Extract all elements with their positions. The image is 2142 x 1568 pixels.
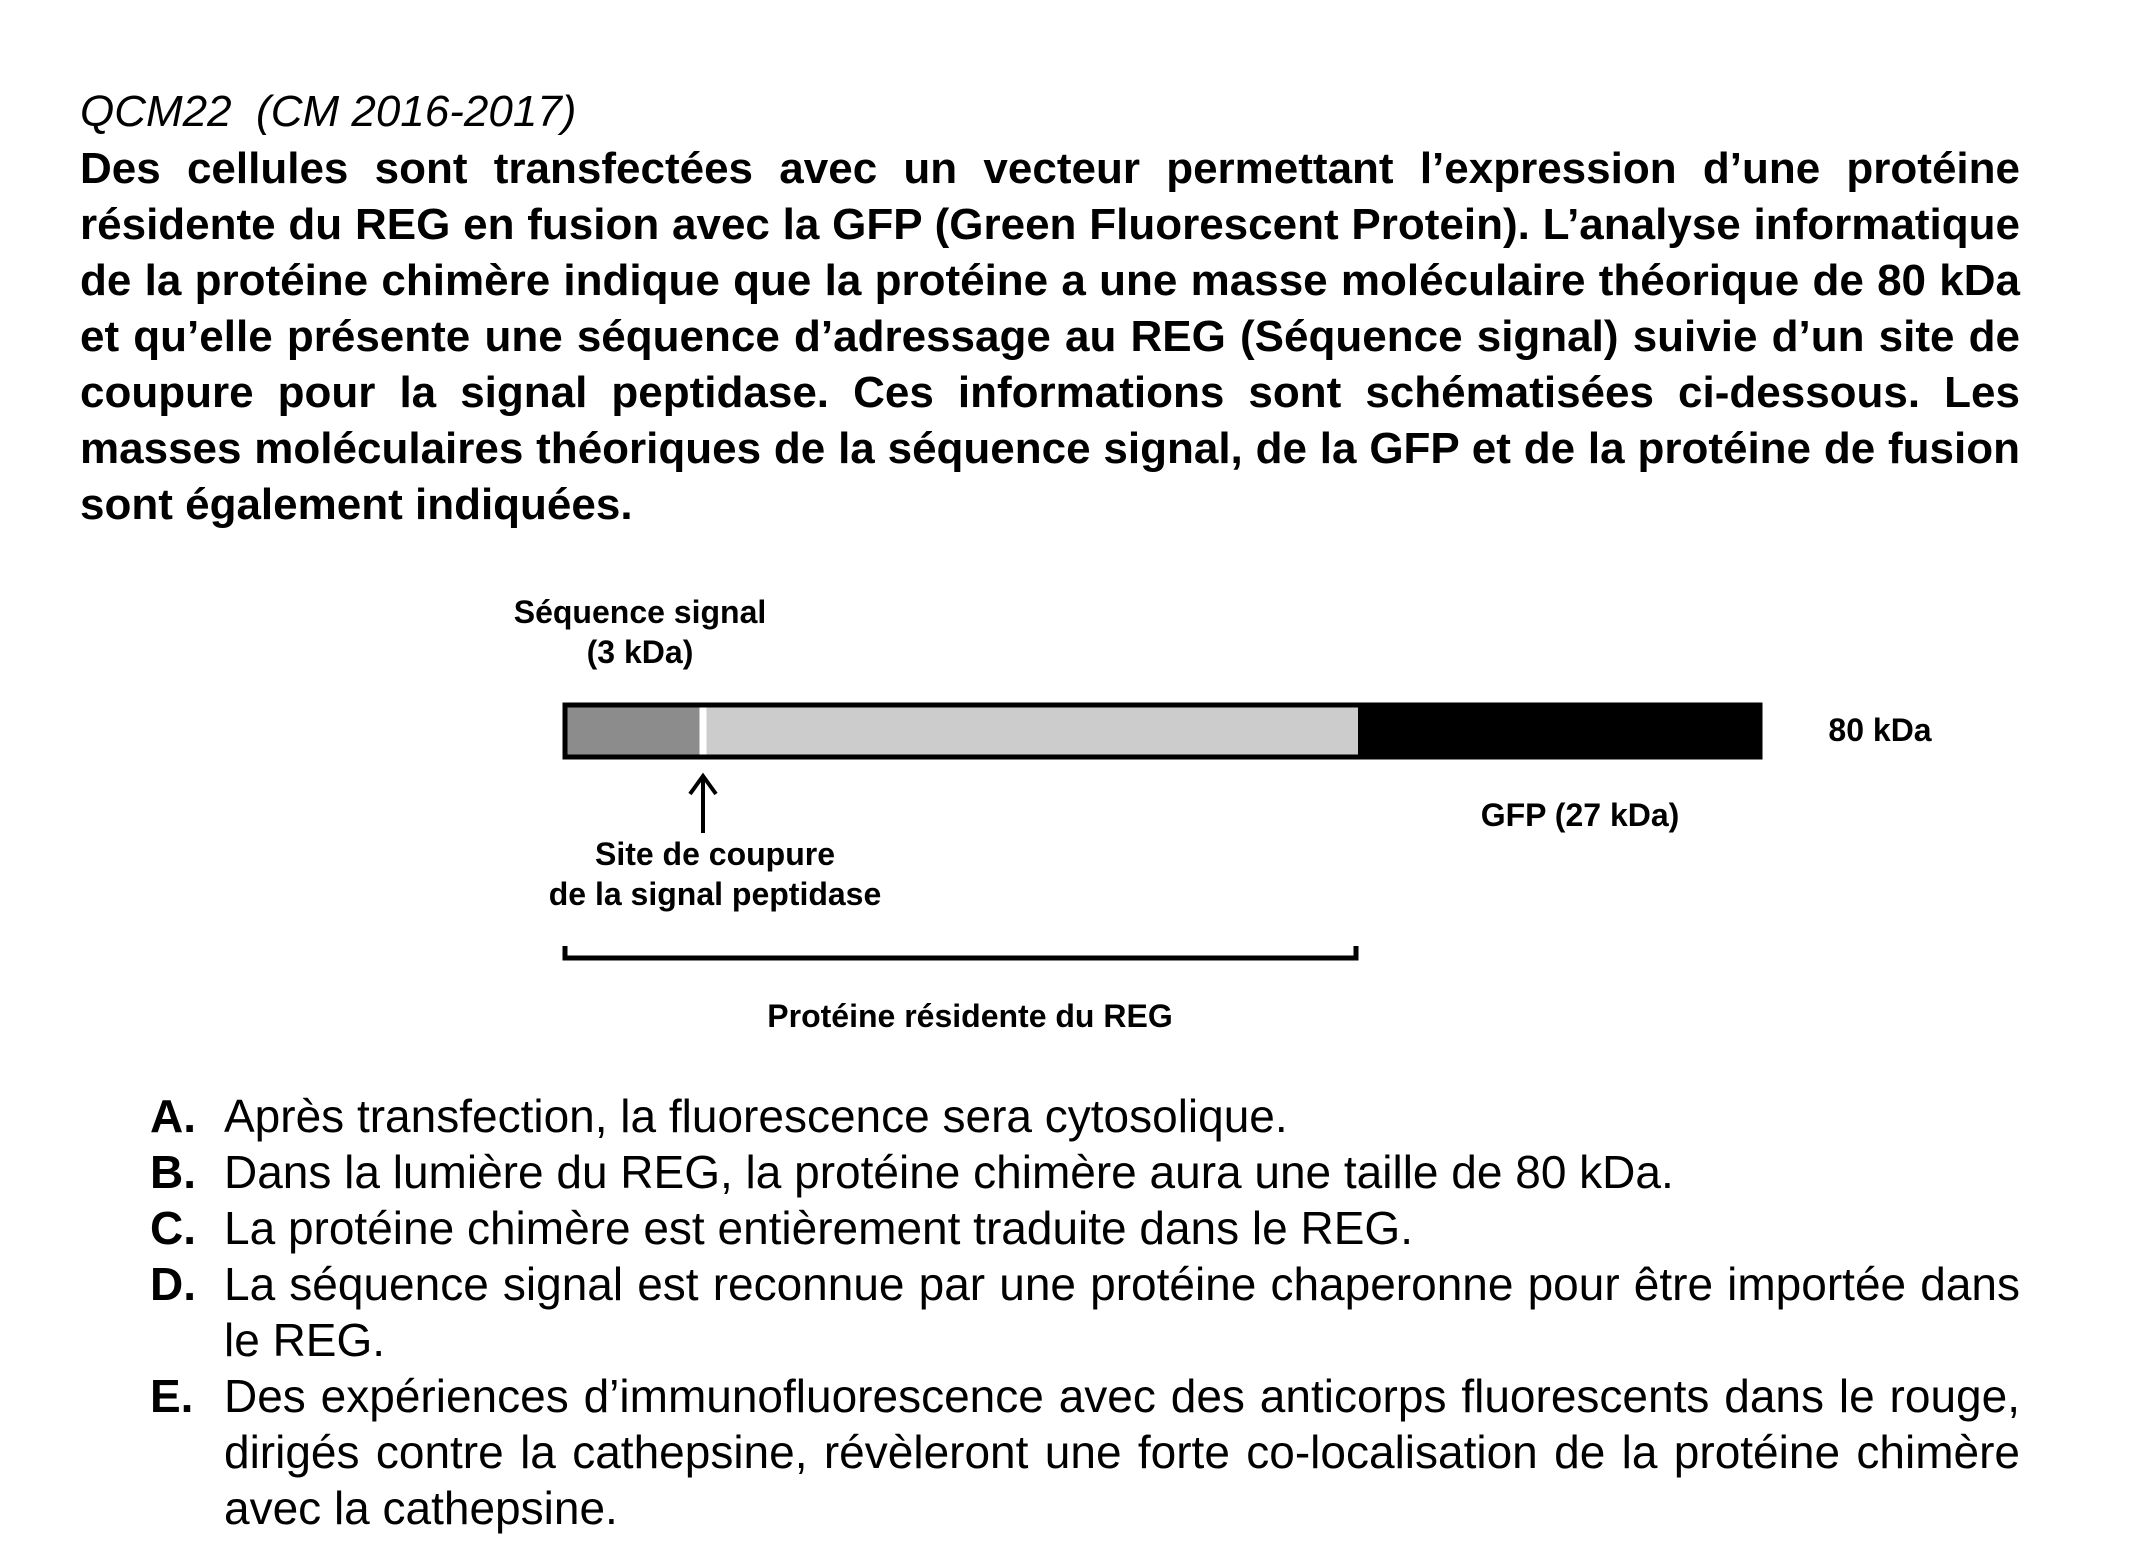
answer-letter: C. [150, 1202, 196, 1254]
gfp-segment [1358, 705, 1760, 757]
signal-sequence-segment [565, 705, 703, 757]
answer-text: La séquence signal est reconnue par une protéine chaperonne pour être importée dans le REG. [224, 1258, 2020, 1366]
total-mass-label: 80 kDa [1828, 712, 1932, 748]
answer-d[interactable] [150, 1256, 2020, 1368]
answer-text: Dans la lumière du REG, la protéine chimère aura une taille de 80 kDa. [224, 1146, 1674, 1198]
gfp-label: GFP (27 kDa) [1480, 797, 1680, 833]
resident-protein-label: Protéine résidente du REG [767, 998, 1173, 1034]
answer-a[interactable] [150, 1088, 2020, 1144]
answer-c[interactable] [150, 1200, 2020, 1256]
answer-letter: A. [150, 1090, 196, 1142]
question-source: (CM 2016-2017) [256, 87, 577, 136]
signal-sequence-mass: (3 kDa) [586, 634, 694, 670]
question-code: QCM22 [80, 87, 232, 136]
answer-letter: D. [150, 1258, 196, 1310]
question-text: Des cellules sont transfectées avec un vecteur permettant l’expression d’une protéine résidente du REG en fusion avec la GFP (Green Fluorescent Protein). L’analyse informatique de la protéine chimère indique que la protéine a une masse moléculaire théorique de 80 kDa et qu’elle présente une séquence d’adressage au REG (Séquence signal) suivie d’un site de coupure pour la signal peptidase. Ces informations sont schématisées ci-dessous. Les masses moléculaires théoriques de la séquence signal, de la GFP et de la protéine de fusion sont également indiquées. [80, 144, 2020, 529]
cleavage-site-label [520, 834, 910, 914]
cleavage-site-line2: de la signal peptidase [548, 876, 882, 912]
answer-e[interactable] [150, 1368, 2020, 1536]
answer-list [150, 1088, 2020, 1536]
answer-text: La protéine chimère est entièrement traduite dans le REG. [224, 1202, 1413, 1254]
answer-letter: B. [150, 1146, 196, 1198]
resident-protein-bracket [565, 946, 1356, 958]
signal-sequence-name: Séquence signal [513, 594, 767, 630]
cleavage-site-line1: Site de coupure [594, 836, 836, 872]
up-arrow-icon [690, 776, 716, 833]
answer-text: Après transfection, la fluorescence sera cytosolique. [224, 1090, 1288, 1142]
answer-letter: E. [150, 1370, 194, 1422]
resident-protein-segment [703, 705, 1358, 757]
answer-b[interactable] [150, 1144, 2020, 1200]
answer-text: Des expériences d’immunofluorescence avec des anticorps fluorescents dans le rouge, dirigés contre la cathepsine, révèleront une forte co-localisation de la protéine chimère avec la cathepsine. [224, 1370, 2020, 1534]
